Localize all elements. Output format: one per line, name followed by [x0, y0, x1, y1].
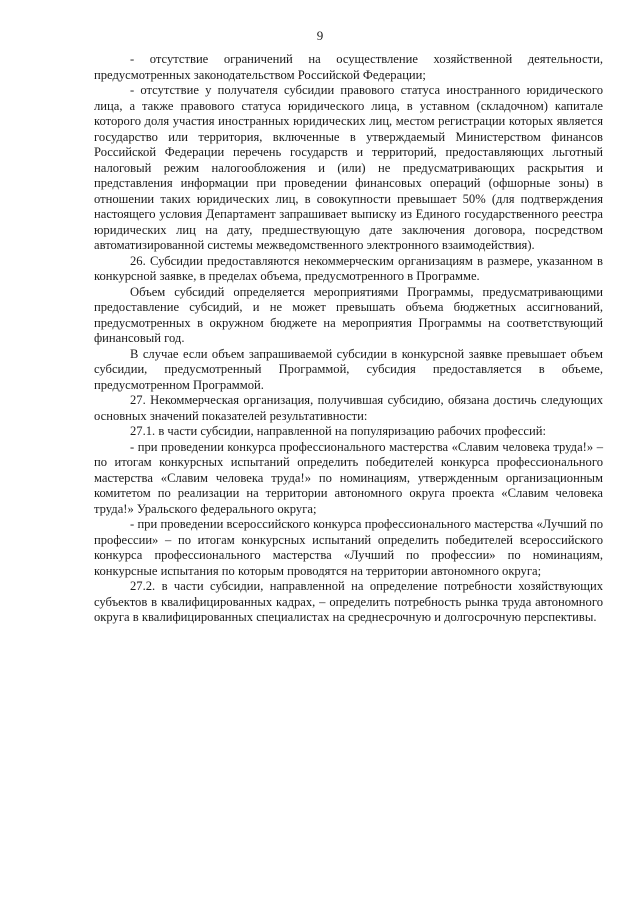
paragraph-excess-request: В случае если объем запрашиваемой субсидии в конкурсной заявке превышает объем субсидии, предусмотренный Программой, субсидия предоставляется в объеме, предусмотренном Программой.: [94, 346, 603, 392]
page-number: 9: [316, 28, 324, 43]
paragraph-contest-glory-labor: - при проведении конкурса профессионального мастерства «Славим человека труда!» – по итогам конкурсных испытаний определить победителей конкурса профессионального мастерства «Славим человека труда!» по номинациям, утвержденным организационным комитетом по реализации на территории автономного округа проекта «Славим человека труда!» Уральского федерального округа;: [94, 439, 603, 516]
paragraph-no-foreign-status: - отсутствие у получателя субсидии правового статуса иностранного юридического лица, а также правового статуса юридического лица, в уставном (складочном) капитале которого доля участия иностранных юридических лиц, местом регистрации которых является государство или территория, включенные в утверждаемый Министерством финансов Российской Федерации перечень государств и территорий, предоставляющих льготный налоговый режим налогообложения и (или) не предусматривающих раскрытия и представления информации при проведении финансовых операций (офшорные зоны) в отношении таких юридических лиц, в совокупности превышает 50% (для подтверждения настоящего условия Департамент запрашивает выписку из Единого государственного реестра юридических лиц на дату, предшествующую дате заключения договора, посредством автоматизированной системы межведомственного электронного взаимодействия).: [94, 83, 603, 252]
paragraph-no-restrictions: - отсутствие ограничений на осуществление хозяйственной деятельности, предусмотренных законодательством Российской Федерации;: [94, 52, 603, 82]
paragraph-item-26: 26. Субсидии предоставляются некоммерческим организациям в размере, указанном в конкурсной заявке, в пределах объема, предусмотренного в Программе.: [94, 253, 603, 283]
paragraph-subsidy-volume: Объем субсидий определяется мероприятиями Программы, предусматривающими предоставление субсидий, и не может превышать объема бюджетных ассигнований, предусмотренных в окружном бюджете на мероприятия Программы на соответствующий финансовый год.: [94, 284, 603, 345]
paragraph-item-27-2: 27.2. в части субсидии, направленной на определение потребности хозяйствующих субъектов в квалифицированных кадрах, – определить потребность рынка труда автономного округа в квалифицированных специалистах на среднесрочную и долгосрочную перспективы.: [94, 579, 603, 624]
paragraph-item-27-1: 27.1. в части субсидии, направленной на популяризацию рабочих профессий:: [130, 424, 546, 438]
document-body: [94, 52, 603, 626]
paragraph-item-27: 27. Некоммерческая организация, получившая субсидию, обязана достичь следующих основных значений показателей результативности:: [94, 393, 603, 423]
paragraph-contest-best-profession: - при проведении всероссийского конкурса профессионального мастерства «Лучший по профессии» – по итогам конкурсных испытаний определить победителей всероссийского конкурса профессионального мастерства «Лучший по профессии» по номинациям, конкурсные испытания по которым проводятся на территории автономного округа;: [94, 517, 603, 578]
